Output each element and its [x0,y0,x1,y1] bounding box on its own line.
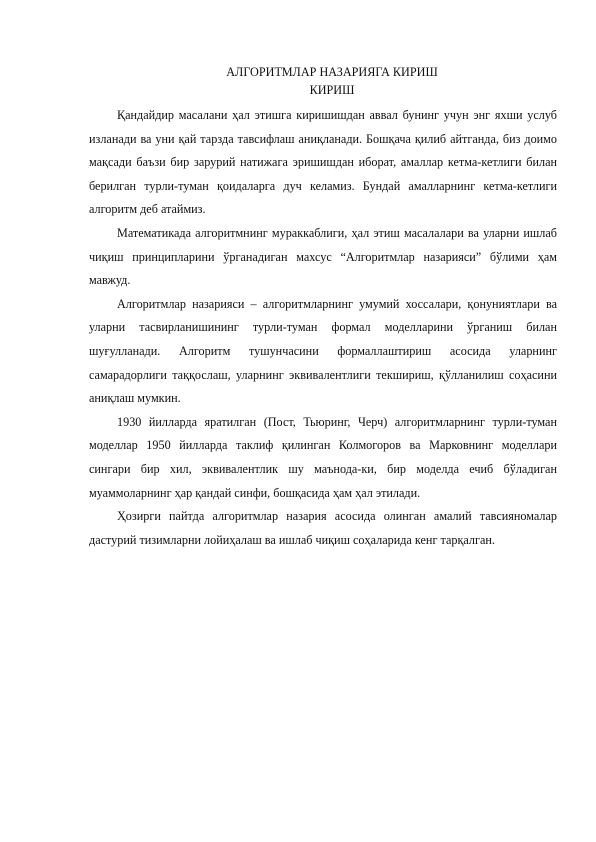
paragraph-5: Ҳозирги пайтда алгоритмлар назария асосида олинган амалий тавсияномалар дастурий тизимларни лойиҳалаш ва ишлаб чиқиш соҳаларида кенг тарқалган. [89,509,557,547]
paragraph-2: Математикада алгоритмнинг мураккаблиги, ҳал этиш масалалари ва уларни ишлаб чиқиш принципларини ўрганадиган махсус “Алгоритмлар назарияси” бўлими ҳам мавжуд. [89,225,557,288]
section-heading: КИРИШ [309,83,355,97]
paragraph-1: Қандайдир масалани ҳал этишга киришишдан аввал бунинг учун энг яхши услуб изланади ва уни қай тарзда тавсифлаш аниқланади. Бошқача қилиб айтганда, биз доимо мақсади баъзи бир зарурий натижага эришишдан иборат, амаллар кетма-кетлиги билан берилган турли-туман қоидаларга дуч келамиз. Бундай амалларнинг кетма-кетлиги алгоритм деб атаймиз. [89,108,557,217]
paragraph-3: Алгоритмлар назарияси – алгоритмларнинг умумий хоссалари, қонуниятлари ва уларни тасвирланишининг турли-туман формал моделларини ўрганиш билан шуғулланади. Алгоритм тушунчасини формаллаштириш асосида уларнинг самарадорлиги таққослаш, уларнинг эквивалентлиги текшириш, қўлланилиш соҳасини аниқлаш мумкин. [89,296,557,406]
document-title: АЛГОРИТМЛАР НАЗАРИЯГА КИРИШ [226,65,438,79]
document-body [89,64,557,552]
paragraph-4: 1930 йилларда яратилган (Пост, Тьюринг, Черч) алгоритмларнинг турли-туман моделлар 1950 йилларда таклиф қилинган Колмогоров ва Марковнинг моделлари сингари бир хил, эквивалентлик шу маънода-ки, бир моделда ечиб бўладиган муаммоларнинг ҳар қандай синфи, бошқасида ҳам ҳал этилади. [89,414,557,500]
